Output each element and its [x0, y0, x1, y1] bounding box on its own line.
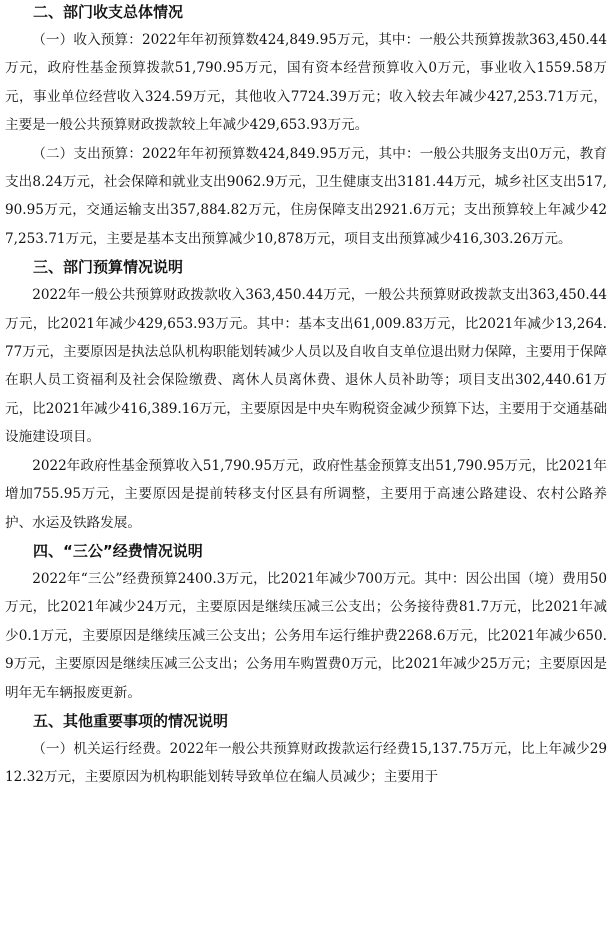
paragraph-three-public-expenses: 2022年“三公”经费预算2400.3万元，比2021年减少700万元。其中：因公出国（境）费用50万元，比2021年减少24万元，主要原因是继续压减三公支出；公务接待费81.7万元，比2021年减少0.1万元，主要原因是继续压减三公支出；公务用车运行维护费2268.6万元，比2021年减少650.9万元，主要原因是继续压减三公支出；公务用车购置费0万元，比2021年减少25万元；主要原因是明年无车辆报废更新。 — [5, 570, 607, 701]
section-heading-budget-explanation: 三、部门预算情况说明 — [33, 258, 184, 277]
section-heading-budget-overview: 二、部门收支总体情况 — [33, 3, 184, 21]
paragraph-government-fund-budget: 2022年政府性基金预算收入51,790.95万元，政府性基金预算支出51,790.95万元，比2021年增加755.95万元，主要原因是提前转移支付区县有所调整，主要用于高速公路建设、农村公路养护、水运及铁路发展。 — [5, 457, 607, 531]
section-heading-other-matters: 五、其他重要事项的情况说明 — [33, 711, 229, 730]
paragraph-operating-expenses: （一）机关运行经费。2022年一般公共预算财政拨款运行经费15,137.75万元，比上年减少2912.32万元，主要原因为机构职能划转导致单位在编人员减少；主要用于 — [5, 740, 607, 786]
section-heading-three-public-expenses: 四、“三公”经费情况说明 — [33, 541, 203, 560]
paragraph-general-public-budget: 2022年一般公共预算财政拨款收入363,450.44万元，一般公共预算财政拨款支出363,450.44万元，比2021年减少429,653.93万元。其中：基本支出61,009.83万元，比2021年减少13,264.77万元，主要原因是执法总队机构职能划转减少人员以及自收自支单位退出财力保障，主要用于保障在职人员工资福利及社会保险缴费、离休人员离休费、退休人员补助等；项目支出302,440.61万元，比2021年减少416,389.16万元，主要原因是中央车购税资金减少预算下达，主要用于交通基础设施建设项目。 — [5, 287, 607, 446]
paragraph-expenditure-budget: （二）支出预算：2022年年初预算数424,849.95万元，其中：一般公共服务支出0万元，教育支出8.24万元，社会保障和就业支出9062.9万元，卫生健康支出3181.44万元，城乡社区支出517,90.95万元，交通运输支出357,884.82万元，住房保障支出2921.6万元；支出预算较上年减少427,253.71万元，主要是基本支出预算减少10,878万元，项目支出预算减少416,303.26万元。 — [5, 145, 607, 247]
paragraph-income-budget: （一）收入预算：2022年年初预算数424,849.95万元，其中：一般公共预算拨款363,450.44万元，政府性基金预算拨款51,790.95万元，国有资本经营预算收入0万元，事业收入1559.58万元，事业单位经营收入324.59万元，其他收入7724.39万元；收入较去年减少427,253.71万元，主要是一般公共预算财政拨款较上年减少429,653.93万元。 — [5, 32, 607, 134]
